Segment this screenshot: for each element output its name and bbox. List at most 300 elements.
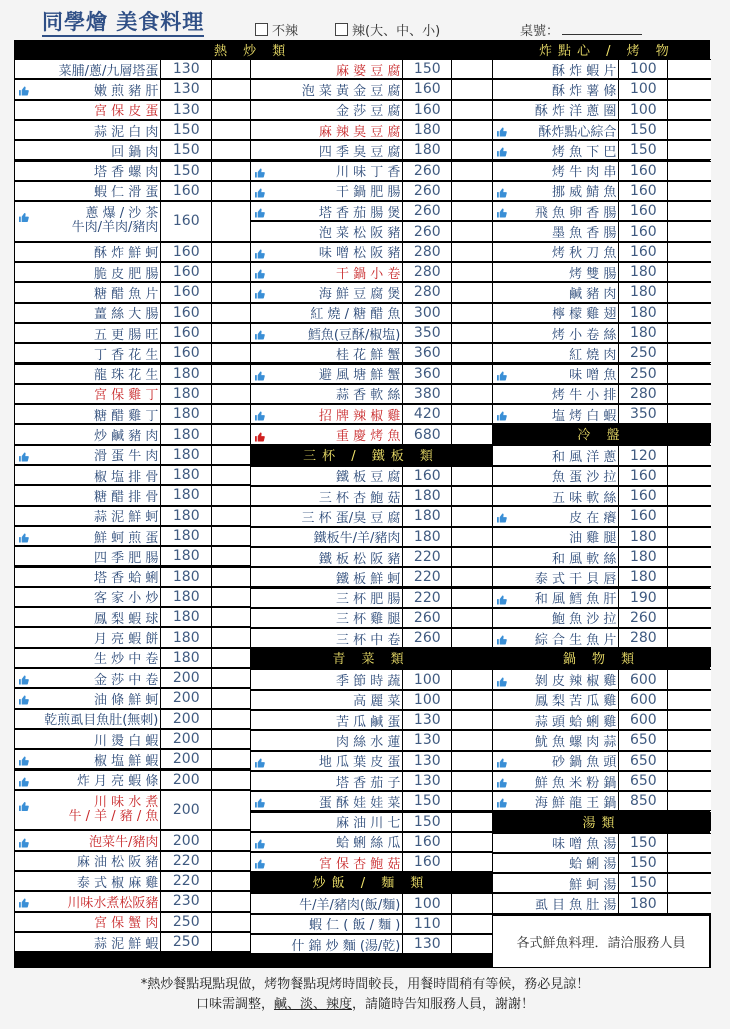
- menu-item-row[interactable]: [14, 729, 250, 749]
- menu-item-row[interactable]: [250, 893, 492, 913]
- checkbox-icon[interactable]: [255, 23, 268, 36]
- menu-item-quantity-field[interactable]: [212, 121, 250, 139]
- menu-item-row[interactable]: [492, 833, 711, 853]
- menu-item-row[interactable]: [14, 567, 250, 587]
- checkbox-icon[interactable]: [335, 23, 348, 36]
- menu-item-quantity-field[interactable]: [212, 791, 250, 830]
- menu-item-row[interactable]: [250, 343, 492, 363]
- menu-item-row[interactable]: [14, 282, 250, 302]
- menu-item-quantity-field[interactable]: [668, 243, 711, 261]
- menu-item-quantity-field[interactable]: [452, 425, 492, 443]
- menu-item-row[interactable]: [14, 303, 250, 323]
- menu-item-name: [251, 853, 402, 871]
- menu-item-quantity-field[interactable]: [452, 101, 492, 119]
- menu-item-quantity-field[interactable]: [668, 609, 711, 627]
- menu-item-quantity-field[interactable]: [452, 528, 492, 546]
- menu-item-row[interactable]: [492, 303, 711, 323]
- menu-item-row[interactable]: [492, 221, 711, 241]
- menu-item-quantity-field[interactable]: [452, 629, 492, 647]
- thumbs-up-icon: [18, 694, 29, 703]
- menu-item-quantity-field[interactable]: [212, 933, 250, 951]
- menu-item-price: 180: [403, 121, 451, 139]
- menu-item-row[interactable]: [492, 201, 711, 221]
- menu-item-row[interactable]: [14, 749, 250, 769]
- menu-item-name-text: 回 鍋 肉: [111, 144, 159, 160]
- menu-item-quantity-field[interactable]: [668, 80, 711, 98]
- menu-item-quantity-field[interactable]: [452, 915, 492, 933]
- menu-item-name-text: 塔 香 茄 子: [335, 775, 401, 791]
- menu-item-row[interactable]: [492, 343, 711, 363]
- menu-item-row[interactable]: [14, 851, 250, 871]
- menu-item-name: [493, 589, 618, 607]
- menu-item-name-text: 麻 婆 豆 腐: [335, 63, 401, 79]
- menu-item-row[interactable]: [14, 587, 250, 607]
- menu-item-price: 150: [619, 854, 667, 872]
- menu-item-row[interactable]: [14, 343, 250, 363]
- menu-item-row[interactable]: [250, 486, 492, 506]
- menu-item-row[interactable]: [492, 791, 711, 811]
- menu-item-quantity-field[interactable]: [668, 446, 711, 464]
- menu-item-row[interactable]: [250, 242, 492, 262]
- menu-item-row[interactable]: [14, 607, 250, 627]
- menu-item-row[interactable]: [492, 751, 711, 771]
- table-number-field[interactable]: [562, 34, 642, 35]
- menu-item-name: [251, 405, 402, 423]
- menu-item-row[interactable]: [14, 181, 250, 201]
- menu-item-quantity-field[interactable]: [452, 60, 492, 78]
- menu-item-row[interactable]: [250, 323, 492, 343]
- menu-item-row[interactable]: [250, 384, 492, 404]
- menu-item-quantity-field[interactable]: [668, 324, 711, 342]
- menu-item-price: 200: [161, 710, 211, 728]
- menu-item-quantity-field[interactable]: [452, 711, 492, 729]
- menu-item-row[interactable]: [250, 934, 492, 954]
- menu-item-name-text: 肉 絲 水 蓮: [335, 734, 401, 750]
- menu-item-quantity-field[interactable]: [212, 304, 250, 322]
- menu-item-row[interactable]: [250, 608, 492, 628]
- menu-item-quantity-field[interactable]: [668, 792, 711, 810]
- menu-item-row[interactable]: [14, 546, 250, 566]
- menu-item-name-text: 塩 烤 白 蝦: [552, 408, 617, 424]
- menu-item-quantity-field[interactable]: [212, 243, 250, 261]
- menu-item-quantity-field[interactable]: [452, 568, 492, 586]
- menu-table: [14, 40, 710, 968]
- menu-item-quantity-field[interactable]: [668, 691, 711, 709]
- menu-item-price: 180: [161, 446, 211, 464]
- menu-item-row[interactable]: [14, 404, 250, 424]
- menu-item-quantity-field[interactable]: [212, 486, 250, 504]
- menu-item-quantity-field[interactable]: [452, 263, 492, 281]
- menu-item-quantity-field[interactable]: [452, 222, 492, 240]
- menu-item-row[interactable]: [14, 424, 250, 444]
- menu-item-quantity-field[interactable]: [212, 689, 250, 707]
- menu-item-row[interactable]: [14, 912, 250, 932]
- menu-item-quantity-field[interactable]: [212, 283, 250, 301]
- menu-item-row[interactable]: [250, 751, 492, 771]
- menu-item-price: 180: [161, 466, 211, 484]
- menu-item-quantity-field[interactable]: [452, 548, 492, 566]
- menu-item-row[interactable]: [250, 404, 492, 424]
- menu-item-quantity-field[interactable]: [212, 466, 250, 484]
- menu-item-quantity-field[interactable]: [452, 487, 492, 505]
- menu-item-quantity-field[interactable]: [668, 487, 711, 505]
- menu-item-quantity-field[interactable]: [452, 365, 492, 383]
- menu-item-quantity-field[interactable]: [452, 385, 492, 403]
- menu-item-quantity-field[interactable]: [212, 446, 250, 464]
- thumbs-up-icon: [254, 288, 265, 297]
- thumbs-up-icon: [496, 797, 507, 806]
- menu-item-row[interactable]: [250, 730, 492, 750]
- menu-item-name-text: 滑 蛋 牛 肉: [93, 449, 159, 465]
- menu-item-quantity-field[interactable]: [212, 101, 250, 119]
- menu-item-quantity-field[interactable]: [452, 833, 492, 851]
- menu-item-row[interactable]: [250, 140, 492, 160]
- menu-item-quantity-field[interactable]: [668, 202, 711, 220]
- menu-item-quantity-field[interactable]: [668, 467, 711, 485]
- menu-item-row[interactable]: [250, 852, 492, 872]
- menu-item-row[interactable]: [250, 59, 492, 79]
- thumbs-up-icon: [496, 634, 507, 643]
- menu-item-name-text: 味 噌 魚: [569, 368, 617, 384]
- menu-item-quantity-field[interactable]: [452, 344, 492, 362]
- menu-item-row[interactable]: [492, 140, 711, 160]
- menu-item-row[interactable]: [14, 932, 250, 952]
- menu-item-row[interactable]: [14, 465, 250, 485]
- menu-item-row[interactable]: [250, 466, 492, 486]
- menu-item-quantity-field[interactable]: [668, 405, 711, 423]
- option-mild[interactable]: [255, 20, 298, 39]
- menu-item-quantity-field[interactable]: [668, 222, 711, 240]
- menu-item-quantity-field[interactable]: [452, 589, 492, 607]
- menu-item-name: [493, 162, 618, 180]
- menu-item-quantity-field[interactable]: [668, 752, 711, 770]
- thumbs-up-icon: [496, 777, 507, 786]
- menu-item-row[interactable]: [14, 323, 250, 343]
- menu-item-quantity-field[interactable]: [668, 568, 711, 586]
- menu-item-quantity-field[interactable]: [452, 467, 492, 485]
- menu-item-row[interactable]: [492, 100, 711, 120]
- menu-item-row[interactable]: [250, 282, 492, 302]
- menu-item-price: 100: [403, 691, 451, 709]
- menu-item-quantity-field[interactable]: [668, 548, 711, 566]
- menu-item-row[interactable]: [14, 871, 250, 891]
- menu-item-quantity-field[interactable]: [668, 263, 711, 281]
- menu-item-quantity-field[interactable]: [452, 813, 492, 831]
- menu-item-row[interactable]: [492, 771, 711, 791]
- option-spicy-label: 辣(大、中、小): [352, 24, 441, 39]
- menu-item-quantity-field[interactable]: [668, 283, 711, 301]
- menu-item-row[interactable]: [492, 59, 711, 79]
- menu-item-quantity-field[interactable]: [212, 365, 250, 383]
- menu-item-row[interactable]: [14, 445, 250, 465]
- menu-item-quantity-field[interactable]: [668, 670, 711, 688]
- menu-item-row[interactable]: [492, 181, 711, 201]
- menu-item-quantity-field[interactable]: [668, 141, 711, 159]
- thumbs-up-icon: [254, 369, 265, 378]
- menu-item-quantity-field[interactable]: [212, 324, 250, 342]
- menu-item-name: [251, 731, 402, 749]
- menu-item-row[interactable]: [14, 485, 250, 505]
- menu-item-row[interactable]: [250, 100, 492, 120]
- menu-item-quantity-field[interactable]: [668, 344, 711, 362]
- menu-item-row[interactable]: [14, 201, 250, 242]
- menu-item-quantity-field[interactable]: [212, 750, 250, 768]
- menu-item-name: [251, 182, 402, 200]
- menu-item-row[interactable]: [492, 547, 711, 567]
- menu-item-quantity-field[interactable]: [668, 162, 711, 180]
- menu-item-row[interactable]: [250, 161, 492, 181]
- menu-item-row[interactable]: [492, 730, 711, 750]
- menu-item-row[interactable]: [492, 323, 711, 343]
- menu-item-quantity-field[interactable]: [452, 670, 492, 688]
- menu-item-quantity-field[interactable]: [668, 874, 711, 892]
- menu-item-quantity-field[interactable]: [212, 608, 250, 626]
- menu-item-quantity-field[interactable]: [452, 507, 492, 525]
- menu-item-quantity-field[interactable]: [212, 141, 250, 159]
- menu-item-quantity-field[interactable]: [212, 913, 250, 931]
- menu-item-name-text: 宮 保 皮 蛋: [93, 104, 159, 120]
- menu-item-quantity-field[interactable]: [452, 853, 492, 871]
- menu-item-quantity-field[interactable]: [452, 935, 492, 953]
- menu-item-row[interactable]: [492, 242, 711, 262]
- menu-item-name: [251, 344, 402, 362]
- menu-item-quantity-field[interactable]: [668, 854, 711, 872]
- menu-item-row[interactable]: [250, 812, 492, 832]
- menu-item-quantity-field[interactable]: [212, 710, 250, 728]
- menu-item-row[interactable]: [250, 262, 492, 282]
- menu-item-quantity-field[interactable]: [452, 324, 492, 342]
- menu-item-name-text: 三 杯 蛋/臭 豆 腐: [301, 510, 401, 526]
- menu-item-row[interactable]: [14, 688, 250, 708]
- menu-item-row[interactable]: [492, 262, 711, 282]
- menu-item-row[interactable]: [250, 588, 492, 608]
- menu-item-row[interactable]: [250, 567, 492, 587]
- menu-item-row[interactable]: [492, 161, 711, 181]
- menu-item-quantity-field[interactable]: [452, 80, 492, 98]
- menu-item-row[interactable]: [14, 79, 250, 99]
- menu-item-quantity-field[interactable]: [212, 182, 250, 200]
- menu-item-row[interactable]: [250, 628, 492, 648]
- menu-item-name: [15, 324, 160, 342]
- menu-item-quantity-field[interactable]: [212, 80, 250, 98]
- menu-item-row[interactable]: [14, 770, 250, 790]
- menu-item-row[interactable]: [250, 914, 492, 934]
- menu-item-quantity-field[interactable]: [668, 101, 711, 119]
- menu-item-row[interactable]: [14, 59, 250, 79]
- menu-item-quantity-field[interactable]: [212, 892, 250, 910]
- menu-item-quantity-field[interactable]: [452, 243, 492, 261]
- menu-item-name: [15, 243, 160, 261]
- menu-item-quantity-field[interactable]: [212, 162, 250, 180]
- menu-item-row[interactable]: [492, 466, 711, 486]
- menu-item-row[interactable]: [492, 384, 711, 404]
- menu-item-name: [251, 935, 402, 953]
- menu-item-row[interactable]: [492, 567, 711, 587]
- menu-item-row[interactable]: [492, 669, 711, 689]
- menu-item-quantity-field[interactable]: [668, 711, 711, 729]
- menu-item-row[interactable]: [250, 303, 492, 323]
- menu-item-quantity-field[interactable]: [212, 649, 250, 667]
- menu-item-row[interactable]: [250, 201, 492, 221]
- menu-item-row[interactable]: [492, 120, 711, 140]
- menu-item-row[interactable]: [492, 710, 711, 730]
- menu-item-quantity-field[interactable]: [212, 852, 250, 870]
- menu-item-quantity-field[interactable]: [668, 589, 711, 607]
- menu-item-row[interactable]: [14, 790, 250, 831]
- menu-item-row[interactable]: [250, 771, 492, 791]
- menu-item-quantity-field[interactable]: [452, 609, 492, 627]
- menu-item-price: 680: [403, 425, 451, 443]
- menu-item-row[interactable]: [492, 404, 711, 424]
- menu-item-row[interactable]: [250, 547, 492, 567]
- menu-item-quantity-field[interactable]: [452, 162, 492, 180]
- menu-item-quantity-field[interactable]: [668, 60, 711, 78]
- menu-item-quantity-field[interactable]: [452, 121, 492, 139]
- menu-item-price: 600: [619, 670, 667, 688]
- menu-item-row[interactable]: [492, 506, 711, 526]
- menu-item-quantity-field[interactable]: [452, 405, 492, 423]
- menu-item-row[interactable]: [250, 424, 492, 444]
- menu-item-row[interactable]: [14, 891, 250, 911]
- menu-item-row[interactable]: [492, 873, 711, 893]
- menu-item-name-text: 椒 塩 排 骨: [93, 469, 159, 485]
- menu-item-row[interactable]: [14, 242, 250, 262]
- menu-item-price: 280: [619, 629, 667, 647]
- menu-item-quantity-field[interactable]: [668, 894, 711, 912]
- menu-item-quantity-field[interactable]: [668, 834, 711, 852]
- menu-item-quantity-field[interactable]: [212, 771, 250, 789]
- menu-item-quantity-field[interactable]: [212, 527, 250, 545]
- menu-item-name-text: 乾煎虱目魚肚(無刺): [44, 713, 159, 729]
- menu-item-quantity-field[interactable]: [212, 628, 250, 646]
- menu-item-quantity-field[interactable]: [212, 385, 250, 403]
- menu-item-row[interactable]: [492, 690, 711, 710]
- menu-item-row[interactable]: [492, 608, 711, 628]
- menu-item-name: [493, 629, 618, 647]
- menu-item-price: 600: [619, 691, 667, 709]
- menu-item-quantity-field[interactable]: [668, 507, 711, 525]
- menu-item-row[interactable]: [14, 526, 250, 546]
- menu-item-row[interactable]: [250, 791, 492, 811]
- menu-item-quantity-field[interactable]: [452, 141, 492, 159]
- menu-item-price: 260: [403, 202, 451, 220]
- menu-item-row[interactable]: [14, 830, 250, 850]
- menu-item-row[interactable]: [250, 690, 492, 710]
- menu-item-quantity-field[interactable]: [452, 304, 492, 322]
- menu-item-row[interactable]: [14, 120, 250, 140]
- menu-item-row[interactable]: [14, 364, 250, 384]
- menu-item-row[interactable]: [250, 181, 492, 201]
- menu-item-row[interactable]: [250, 832, 492, 852]
- menu-item-quantity-field[interactable]: [668, 304, 711, 322]
- menu-item-row[interactable]: [14, 262, 250, 282]
- menu-item-quantity-field[interactable]: [212, 872, 250, 890]
- menu-item-quantity-field[interactable]: [452, 202, 492, 220]
- thumbs-up-icon: [496, 126, 507, 135]
- menu-item-quantity-field[interactable]: [668, 629, 711, 647]
- menu-item-quantity-field[interactable]: [668, 528, 711, 546]
- menu-item-row[interactable]: [250, 710, 492, 730]
- menu-item-quantity-field[interactable]: [212, 588, 250, 606]
- menu-item-row[interactable]: [492, 486, 711, 506]
- menu-item-quantity-field[interactable]: [668, 731, 711, 749]
- menu-item-quantity-field[interactable]: [212, 405, 250, 423]
- menu-item-price: 150: [403, 60, 451, 78]
- menu-item-row[interactable]: [250, 669, 492, 689]
- menu-item-name-line2: 牛肉/羊肉/豬肉: [71, 220, 159, 236]
- menu-item-row[interactable]: [250, 79, 492, 99]
- menu-item-row[interactable]: [250, 221, 492, 241]
- menu-item-row[interactable]: [14, 161, 250, 181]
- menu-item-quantity-field[interactable]: [668, 182, 711, 200]
- menu-item-quantity-field[interactable]: [668, 385, 711, 403]
- menu-item-quantity-field[interactable]: [452, 283, 492, 301]
- menu-item-row[interactable]: [14, 384, 250, 404]
- menu-item-quantity-field[interactable]: [452, 772, 492, 790]
- menu-item-row[interactable]: [492, 893, 711, 913]
- menu-item-row[interactable]: [250, 364, 492, 384]
- menu-item-row[interactable]: [250, 527, 492, 547]
- menu-item-quantity-field[interactable]: [452, 894, 492, 912]
- menu-item-row[interactable]: [492, 853, 711, 873]
- menu-item-row[interactable]: [250, 120, 492, 140]
- menu-item-row[interactable]: [14, 709, 250, 729]
- menu-item-row[interactable]: [14, 627, 250, 647]
- menu-item-row[interactable]: [492, 588, 711, 608]
- menu-item-name-text: 丁 香 花 生: [93, 347, 159, 363]
- menu-item-row[interactable]: [14, 506, 250, 526]
- menu-item-quantity-field[interactable]: [452, 182, 492, 200]
- menu-item-price: 230: [161, 892, 211, 910]
- menu-item-quantity-field[interactable]: [452, 752, 492, 770]
- thumbs-up-icon: [496, 675, 507, 684]
- menu-item-row[interactable]: [492, 364, 711, 384]
- menu-item-row[interactable]: [492, 527, 711, 547]
- menu-item-quantity-field[interactable]: [668, 772, 711, 790]
- menu-item-quantity-field[interactable]: [452, 731, 492, 749]
- menu-item-quantity-field[interactable]: [212, 60, 250, 78]
- menu-item-row[interactable]: [14, 100, 250, 120]
- menu-item-price: 200: [161, 750, 211, 768]
- menu-item-quantity-field[interactable]: [212, 202, 250, 241]
- menu-item-row[interactable]: [14, 140, 250, 160]
- menu-item-quantity-field[interactable]: [452, 691, 492, 709]
- menu-item-quantity-field[interactable]: [212, 507, 250, 525]
- menu-item-row[interactable]: [492, 628, 711, 648]
- menu-item-quantity-field[interactable]: [212, 263, 250, 281]
- menu-item-row[interactable]: [492, 282, 711, 302]
- menu-item-quantity-field[interactable]: [212, 831, 250, 849]
- menu-item-row[interactable]: [250, 506, 492, 526]
- menu-item-quantity-field[interactable]: [212, 669, 250, 687]
- menu-item-row[interactable]: [492, 445, 711, 465]
- menu-item-quantity-field[interactable]: [212, 547, 250, 565]
- menu-item-quantity-field[interactable]: [212, 344, 250, 362]
- menu-item-quantity-field[interactable]: [212, 425, 250, 443]
- menu-item-row[interactable]: [14, 648, 250, 668]
- option-spicy[interactable]: [335, 20, 440, 39]
- menu-item-quantity-field[interactable]: [668, 365, 711, 383]
- menu-item-quantity-field[interactable]: [212, 730, 250, 748]
- menu-item-price: 180: [619, 568, 667, 586]
- menu-item-quantity-field[interactable]: [668, 121, 711, 139]
- menu-item-price: 180: [619, 304, 667, 322]
- menu-item-quantity-field[interactable]: [212, 568, 250, 586]
- menu-item-row[interactable]: [492, 79, 711, 99]
- menu-item-price: 160: [161, 283, 211, 301]
- menu-item-row[interactable]: [14, 668, 250, 688]
- menu-item-quantity-field[interactable]: [452, 792, 492, 810]
